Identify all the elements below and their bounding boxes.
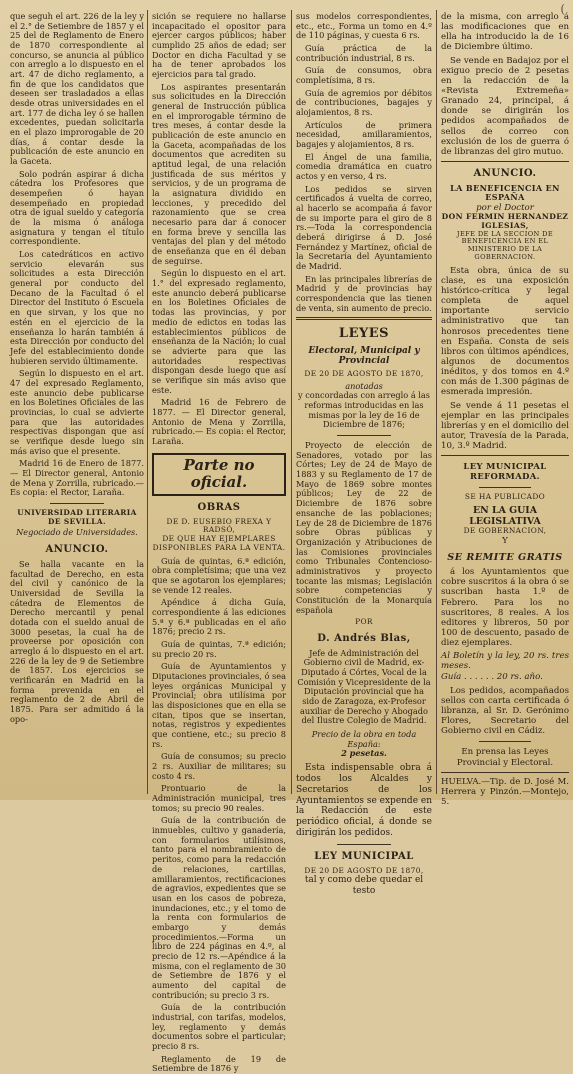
beneficencia-author: DON FERMIN HERNANDEZ IGLESIAS, <box>441 211 569 230</box>
column-rule <box>147 10 148 794</box>
paragraph: Guía práctica de la contribución industrial, 8 rs. <box>296 43 432 63</box>
paragraph: Se vende en Badajoz por el exiguo precio de 2 pesetas en la redacción de la «Revista Extremeña» Granado 24, principal, á donde se dirigirán los pedidos acompañados de sellos de correo con exclusión de los de guerra ó de libranzas del giro mutuo. <box>441 55 569 157</box>
imprint: HUELVA.—Tip. de D. José M. Herrera y Pinzón.—Montejo, 5. <box>441 776 569 808</box>
divider <box>50 503 104 504</box>
list-item: Prontuario de la Administración municipal, tres tomos; su precio 90 reales. <box>152 783 286 813</box>
obras-author: DE D. EUSEBIO FREXA Y RADSÓ, <box>166 516 272 535</box>
leyes-anotadas: anotadas <box>345 380 383 391</box>
section-subtitle: Negociado de Universidades. <box>16 527 138 538</box>
page-marker: ( <box>560 2 565 16</box>
paragraph: Solo podrán aspirar á dicha cátedra los Profesores que desempeñen ó hayan desempeñado en propiedad otra de igual sueldo y categoría de la misma ó análoga asignatura y tengan el título correspondiente. <box>10 168 144 247</box>
obras-heading: OBRAS <box>197 501 241 513</box>
paragraph: de la misma, con arreglo á las modificaciones que en ella ha introducido la de 16 de Diciembre último. <box>441 12 569 53</box>
leyes-subtitle: Electoral, Municipal y Provincial <box>308 345 420 367</box>
paragraph: Los aspirantes presentarán sus solicitudes en la Dirección general de Instrucción pública en el improrogable término de tres meses, á contar desde la publicación de este anuncio en la Gaceta, acompañadas de los documentos que acrediten su aptitud legal, de una relación justificada de sus méritos y servicios, y de un programa de la asignatura dividido en lecciones, y precedido del razonamiento que se crea necesario para dar á conocer en forma breve y sencilla las ventajas del plan y del método de enseñanza que en él deban de seguirse. <box>152 81 286 266</box>
beneficencia-por: por el Doctor <box>476 202 534 213</box>
paragraph: sición se requiere no hallarse incapacitado el opositor para ejercer cargos públicos; haber cumplido 25 años de edad; ser Doctor en dicha Facultad y se ha de tener aprobados los ejercicios para tal grado. <box>152 11 286 80</box>
list-item: Guía de Ayuntamientos y Diputaciones provinciales, ó sea leyes orgánicas Municipal y Provincial; obra utilísima por las disposiciones que en ella se citan, tipos que se insertan, notas, registros y expedientes que contiene, etc.; su precio 8 rs. <box>152 661 286 749</box>
column-1 <box>10 12 144 794</box>
paragraph: En prensa las Leyes Provincial y Electoral. <box>456 747 554 768</box>
divider <box>441 161 569 162</box>
column-rule <box>436 10 437 794</box>
paragraph: Guía de consumos, obra completísima, 8 rs. <box>296 65 432 86</box>
paragraph: y concordadas con arreglo á las reformas introducidas en las mismas por la ley de 16 de Diciembre de 1876; <box>297 390 430 430</box>
anuncio-heading: ANUNCIO. <box>473 167 537 179</box>
remite-gratis-title: SE REMITE GRATIS <box>447 551 563 563</box>
paragraph: Se vende á 11 pesetas el ejemplar en las principales librerías y en el domicilio del autor, Travesía de la Parada, 10, 3.º Madrid. <box>441 400 569 452</box>
divider <box>337 844 391 845</box>
ley-municipal-text: tal y como debe quedar el testo <box>304 875 424 896</box>
author-name: D. Andrés Blas, <box>317 632 411 644</box>
divider <box>479 741 530 742</box>
signature-paragraph: Madrid 16 de Enero de 1877.— El Director general, Antonio de Mena y Zorrilla, rubricado.— Es copia: el Rector, Laraña. <box>10 458 144 498</box>
list-item: Guía de quintas, 6.ª edición, obra completísima; que una vez que se agotaron los ejemplares; se vende 12 reales. <box>152 555 286 595</box>
section-title: UNIVERSIDAD LITERARIA DE SEVILLA. <box>17 507 137 526</box>
leyes-date: DE 20 DE AGOSTO DE 1870, <box>304 369 424 379</box>
column-2 <box>152 11 286 1074</box>
parte-no-oficial-title: Parte no oficial. <box>152 453 286 496</box>
paragraph: Los catedráticos en activo servicio elevarán sus solicitudes a esta Dirección general por conducto del Decano de la Facultad ó el Director del Instituto ó Escuela en que sirvan, y los que no estén en el ejercicio de la enseñanza lo harán también á esta Dirección por conducto del Jefe del establecimiento donde hubieren servido últimamente. <box>10 249 144 366</box>
paragraph: Los pedidos se sirven certificados á vuelta de correo, al hacerlo se acompaña á favor de su importe para el giro de 8 rs.—Toda la correspondencia deberá dirigirse á D. José Fernández y Martínez, oficial de la Secretaría del Ayuntamiento de Madrid. <box>296 183 432 272</box>
gobernacion-label: DE GOBERNACION, <box>463 526 547 536</box>
ley-municipal-heading: LEY MUNICIPAL <box>314 850 414 862</box>
anuncio-heading: ANUNCIO. <box>45 544 109 556</box>
boletin-price: Al Boletín y la ley, 20 rs. tres meses. <box>441 651 569 672</box>
paragraph: El Ángel de una familia, comedia dramática en cuatro actos y en verso, 4 rs. <box>296 151 432 182</box>
price-value: 2 pesetas. <box>341 748 387 759</box>
list-item: Guía de consumos; su precio 2 rs. Auxiliar de militares; su costo 4 rs. <box>152 751 286 781</box>
obras-subtitle: DE QUE HAY EJEMPLARES DISPONIBLES PARA LA VENTA. <box>152 534 286 552</box>
divider <box>479 487 530 488</box>
price-label: Precio de la obra en toda España: <box>311 729 417 749</box>
list-item: Reglamento de 19 de Setiembre de 1876 y <box>152 1053 286 1074</box>
author-description: Jefe de Administración del Gobierno civil de Madrid, ex-Diputado á Córtes, Vocal de la Comisión y Vicepresidente de la Diputación provincial que ha sido de Zaragoza, ex-Profesor auxiliar de Derecho y Abogado del Ilustre Colegio de Madrid. <box>297 647 431 726</box>
beneficencia-role: JEFE DE LA SECCION DE BENEFICENCIA EN EL MINISTERIO DE LA GOBERNACION. <box>456 229 554 261</box>
paragraph: sus modelos correspondientes, etc., etc., Forma un tomo en 4.º de 110 páginas, y cuesta 6 rs. <box>296 11 432 41</box>
paragraph: Según lo dispuesto en el art. 47 del expresado Reglamento, este anuncio debe publicarse en los Boletines Oficiales de las provincias, lo cual se advierte para que las autoridades respectivas dispongan que así se verifique desde luego sin más aviso que el presente. <box>10 368 144 456</box>
paragraph: Se halla vacante en la facultad de Derecho, en esta del civil y canónico de la Universidad de Sevilla la cátedra de Elementos de Derecho mercantil y penal dotada con el sueldo anual de 3000 pesetas, la cual ha de proveerse por oposición con arreglo á lo dispuesto en el art. 226 de la ley de 9 de Setiembre de 1857. Los ejercicios se verificarán en Madrid en la forma prevenida en el reglamento de 2 de Abril de 1875. Para ser admitido á la opo- <box>10 558 144 724</box>
beneficencia-title: LA BENEFICENCIA EN ESPAÑA <box>450 182 560 203</box>
paragraph: Según lo dispuesto en el art. 1.° del expresado reglamento, este anuncio deberá publicarse en los Boletines Oficiales de todas las provincias, y por medio de edictos en todas las establecimientos públicos de enseñanza de la Nación; lo cual se advierte para que las autoridades respectivas dispongan desde luego que así se verifique sin más aviso que este. <box>152 268 286 395</box>
paragraph: Los pedidos, acompañados sellos con carta certificada ó libranza, al Sr. D. Gerónimo Flores, Secretario del Gobierno civil en Cádiz. <box>441 685 569 737</box>
divider <box>337 435 391 436</box>
list-item: Guía de la contribución de inmuebles, cultivo y ganadería, con formularios utilísimos, tanto para el nombramiento de peritos, como para la redacción de relaciones, cartillas, amillaramientos, rectificaciones de agravios, expedientes que se usan en los casos de pobreza, inundaciones, etc.; y el tomo de la renta con formularios de embargo y demás procedimientos.—Forma un libro de 224 páginas en 4.º, al precio de 12 rs.—Apéndice á la misma, con el reglamento de 30 de Setiembre de 1876 y el aumento del capital de contribución; su precio 3 rs. <box>152 815 286 1000</box>
leyes-heading: LEYES <box>338 326 390 342</box>
paragraph: Esta indispensable obra á todos los Alcaldes y Secretarios de los Ayuntamientos se expende en la Redacción de este periódico oficial, á donde se dirigirán los pedidos. <box>296 763 433 838</box>
ley-municipal-date: DE 20 DE AGOSTO DE 1870, <box>304 865 424 875</box>
paragraph: En las principales librerías de Madrid y de provincias hay correspondencia que las tienen de venta, sin aumento de precio. <box>296 273 432 313</box>
guia-legislativa-label: EN LA GUIA LEGISLATIVA <box>469 504 541 527</box>
paragraph: Guía de agremios por débitos de contribuciones, bagajes y alojamientos, 8 rs. <box>296 87 432 118</box>
conjunction: Y <box>502 535 508 546</box>
list-item: Guía de la contribución industrial, con tarifas, modelos, ley, reglamento y demás documentos sobre el particular; precio 8 rs. <box>152 1002 286 1051</box>
paragraph: Esta obra, única de su clase, es una exposición histórico-crítica y legal completa de aquel importante servicio administrativo que tan honrosos precedentes tiene en España. Consta de seis libros con últimos apéndices, algunos de documentos inéditos, y dos tomos en 4.º con más de 1.300 páginas de esmerada impresión. <box>441 265 569 398</box>
column-3 <box>296 11 433 896</box>
divider <box>296 317 432 320</box>
divider <box>441 772 569 773</box>
guia-price: Guía . . . . . . 20 rs. año. <box>441 671 543 682</box>
divider <box>441 455 569 456</box>
column-4 <box>441 12 569 808</box>
paragraph: Proyecto de elección de Senadores, votado por las Córtes; Ley de 24 de Mayo de 1883 y su Reglamento de 17 de Mayo de 1869 sobre montes públicos; Ley de 22 de Diciembre de 1876 sobre ensanche de las poblaciones; Ley de 28 de Diciembre de 1876 sobre Obras públicas y Organización y Atribuciones de las Comisiones provinciales como Tribunales Contencioso-administrativos y proyecto tocante las mismas; Legislación sobre competencias y Constitución de la Monarquía española <box>296 440 432 615</box>
list-item: Guía de quintas, 7.ª edición; su precio 20 rs. <box>152 639 286 659</box>
paragraph: Artículos de primera necesidad, amillaramientos, bagajes y alojamientos, 8 rs. <box>296 119 432 150</box>
signature-paragraph: Madrid 16 de Febrero de 1877. — El Director general, Antonio de Mena y Zorrilla, rubricado.— Es copia: el Rector, Laraña. <box>152 397 286 446</box>
por-label: POR <box>355 617 373 627</box>
paragraph: á los Ayuntamientos que cobre suscritos á la obra ó se suscriban hasta 1.º de Febrero. Para los no suscritores, 8 reales. A los editores y libreros, 50 por 100 de descuento, pasado de diez ejemplares. <box>441 567 569 649</box>
list-item: Apéndice á dicha Guía, correspondiente á las ediciones 5.ª y 6.ª publicadas en el año 1876; precio 2 rs. <box>152 597 286 637</box>
publicado-label: SE HA PUBLICADO <box>464 492 546 502</box>
column-rule <box>291 10 292 794</box>
paragraph: que seguh el art. 226 de la ley y el 2.° de Setiembre de 1857 y el 25 del de Reglamento de Enero de 1870 correspondiente al concurso, se anuncia al público con arreglo a lo dispuesto en el art. 47 de dicho reglamento, a fin de que los candidatos que deseen ser trasladados a ellas desde otras universidades en el art. 177 de dicha ley ó se hallen excedentes, puedan solicitarla en el plazo improrogable de 20 días, á contar desde la publicación de este anuncio en la Gaceta. <box>10 11 144 167</box>
ley-municipal-reformada-title: LEY MUNICIPAL REFORMADA. <box>463 461 547 482</box>
